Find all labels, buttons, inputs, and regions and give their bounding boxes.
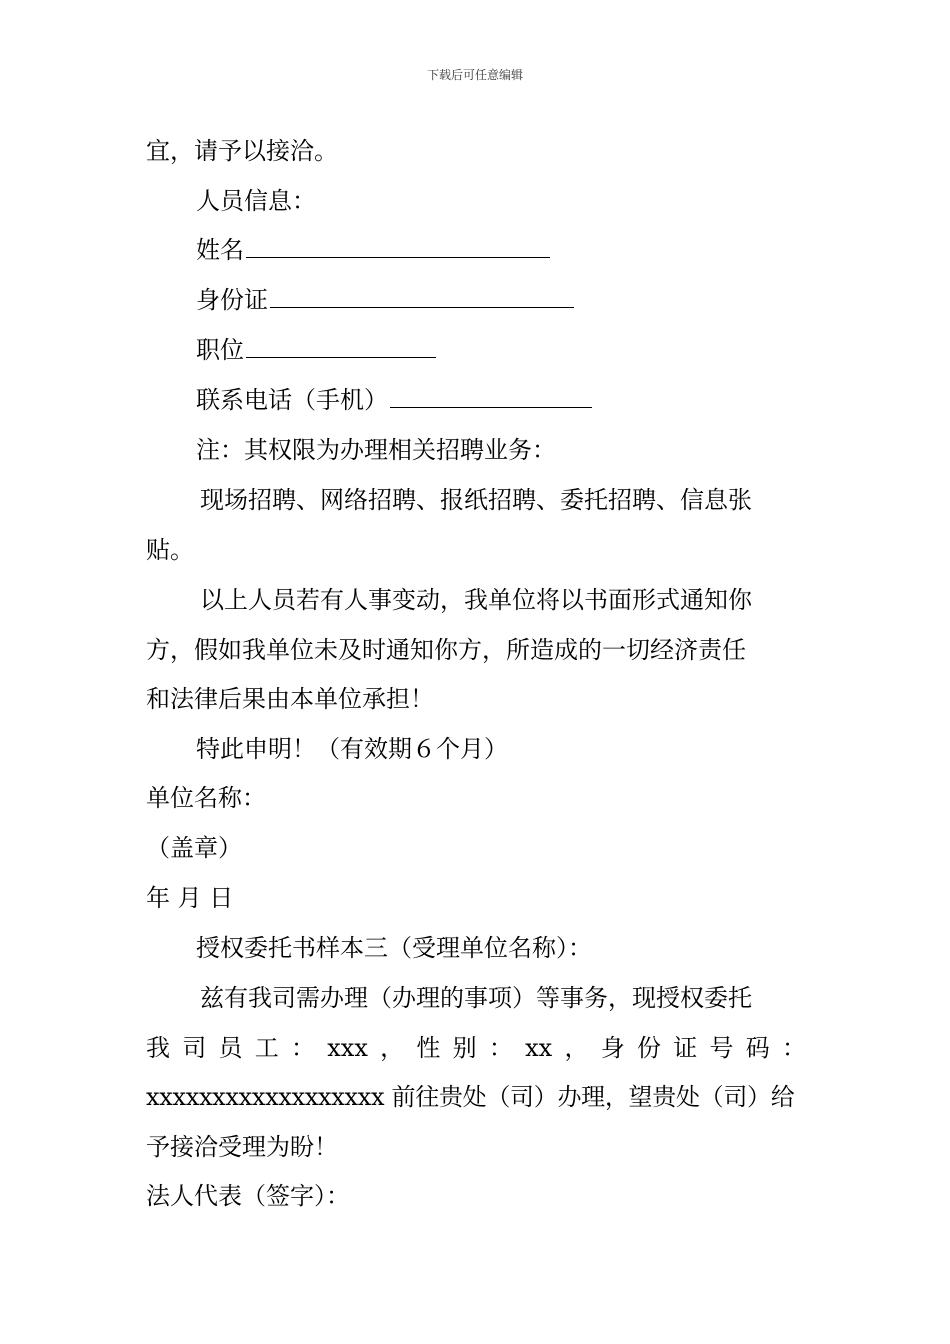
text-fragment: 份 [636,1034,661,1062]
text-line: 予接洽受理为盼！ [146,1133,338,1161]
text-fragment: 码 [745,1034,770,1062]
name-line [196,235,856,265]
name-blank [246,235,550,258]
text-fragment: 工 [254,1034,279,1062]
text-fragment: 性 [416,1034,441,1062]
text-fragment: ： [781,1034,806,1062]
position-line [196,335,856,365]
position-label: 职位 [196,336,244,364]
id-label: 身份证 [196,286,268,314]
text-line: 特此申明！（有效期６个月） [196,735,508,763]
text-line: 贴。 [146,536,194,564]
text-fragment: 号 [709,1034,734,1062]
text-line: 方，假如我单位未及时通知你方，所造成的一切经济责任 [146,636,746,664]
text-line: 人员信息： [196,187,316,215]
signature-line: 法人代表（签字）： [146,1182,350,1210]
date-line: 年 月 日 [146,884,234,912]
text-line: 授权委托书样本三（受理单位名称）： [196,934,592,962]
stamp-line: （盖章） [146,834,242,862]
text-fragment: ， [564,1034,589,1062]
phone-label: 联系电话（手机） [196,386,388,414]
text-fragment: ： [488,1034,513,1062]
text-line: 兹有我司需办理（办理的事项）等事务，现授权委托 [200,984,752,1012]
text-line: 和法律后果由本单位承担！ [146,685,434,713]
text-fragment: ： [291,1034,315,1062]
text-fragment: 员 [218,1034,243,1062]
text-fragment: xxx [327,1034,368,1062]
text-fragment: 司 [182,1034,207,1062]
phone-line [196,385,856,415]
text-fragment: 我 [146,1034,170,1062]
text-line: 以上人员若有人事变动，我单位将以书面形式通知你 [200,586,752,614]
justified-line [146,1033,806,1063]
id-blank [270,285,574,308]
text-fragment: 证 [673,1034,698,1062]
text-line: xxxxxxxxxxxxxxxxxx 前往贵处（司）办理，望贵处（司）给 [146,1083,795,1111]
id-line [196,285,856,315]
text-line: 注：其权限为办理相关招聘业务： [196,436,556,464]
text-fragment: xx [525,1034,553,1062]
name-label: 姓名 [196,236,244,264]
text-fragment: 别 [452,1034,477,1062]
text-fragment: 身 [600,1034,625,1062]
phone-blank [390,385,592,408]
text-line: 单位名称： [146,784,266,812]
header-note: 下载后可任意编辑 [426,68,523,82]
text-line: 宜，请予以接洽。 [146,137,338,165]
text-line: 现场招聘、网络招聘、报纸招聘、委托招聘、信息张 [200,486,752,514]
text-fragment: ， [380,1034,405,1062]
justified-line-parts [146,1033,806,1063]
position-blank [246,335,436,358]
